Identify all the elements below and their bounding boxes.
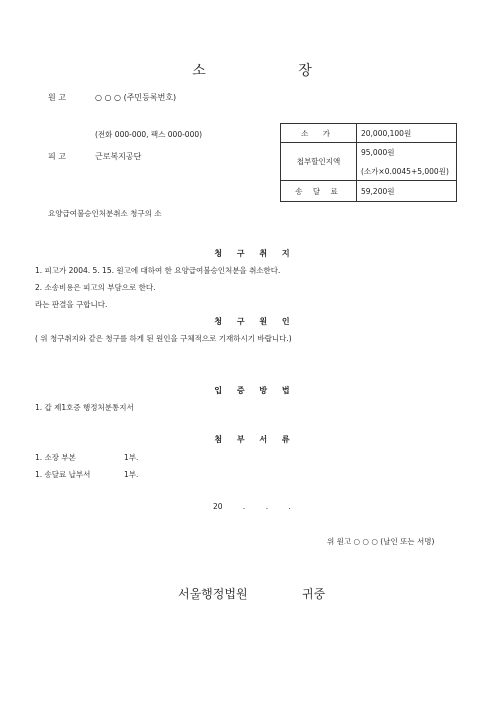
fee-value: 59,200원 — [357, 181, 457, 202]
claim-purpose-line: 라는 판결을 구합니다. — [35, 300, 108, 309]
plaintiff-contact: (전화 000-000, 팩스 000-000) — [95, 130, 203, 139]
fee-table — [280, 123, 457, 202]
court-suffix: 귀중 — [302, 587, 326, 601]
filing-date: 20 . . . — [213, 502, 291, 511]
case-name: 요양급여불승인처분취소 청구의 소 — [48, 209, 162, 218]
fee-note: (소가×0.0045+5,000원) — [361, 166, 449, 176]
attachment-qty: 1부. — [124, 453, 139, 462]
attachments-heading: 첨 부 서 류 — [214, 435, 296, 444]
claim-purpose-heading: 청 구 취 지 — [214, 249, 296, 258]
attachment-name: 1. 송달료 납부서 — [35, 470, 91, 479]
fee-row-delivery — [281, 181, 457, 202]
document-title: 소 장 — [192, 63, 356, 79]
fee-row-claim-value — [281, 124, 457, 143]
fee-label: 첩부할인지액 — [281, 143, 357, 181]
defendant-label: 피 고 — [48, 152, 66, 161]
fee-label: 소 가 — [281, 124, 357, 143]
claim-cause-text: ( 위 청구취지와 같은 청구를 하게 된 원인을 구체적으로 기재하시기 바랍니다.) — [35, 334, 292, 343]
claim-cause-heading: 청 구 원 인 — [214, 317, 296, 326]
fee-value: 95,000원 — [361, 147, 395, 157]
claim-purpose-line: 1. 피고가 2004. 5. 15. 원고에 대하여 한 요양급여불승인처분을 취소한다. — [35, 266, 281, 275]
claim-purpose-line: 2. 소송비용은 피고의 부담으로 한다. — [35, 283, 156, 292]
fee-value-cell — [357, 143, 457, 181]
attachment-name: 1. 소장 부본 — [35, 453, 76, 462]
fee-value: 20,000,100원 — [357, 124, 457, 143]
court-name: 서울행정법원 — [178, 587, 248, 601]
evidence-heading: 입 증 방 법 — [214, 386, 296, 395]
fee-row-stamp — [281, 143, 457, 181]
defendant-name: 근로복지공단 — [95, 152, 142, 161]
attachment-qty: 1부. — [124, 470, 139, 479]
evidence-item: 1. 갑 제1호증 행정처분통지서 — [35, 403, 134, 412]
signature-line: 위 원고 ○ ○ ○ (날인 또는 서명) — [327, 537, 435, 546]
plaintiff-name: ○ ○ ○ (주민등록번호) — [95, 93, 177, 102]
plaintiff-label: 원 고 — [48, 93, 66, 102]
fee-label: 송 달 료 — [281, 181, 357, 202]
